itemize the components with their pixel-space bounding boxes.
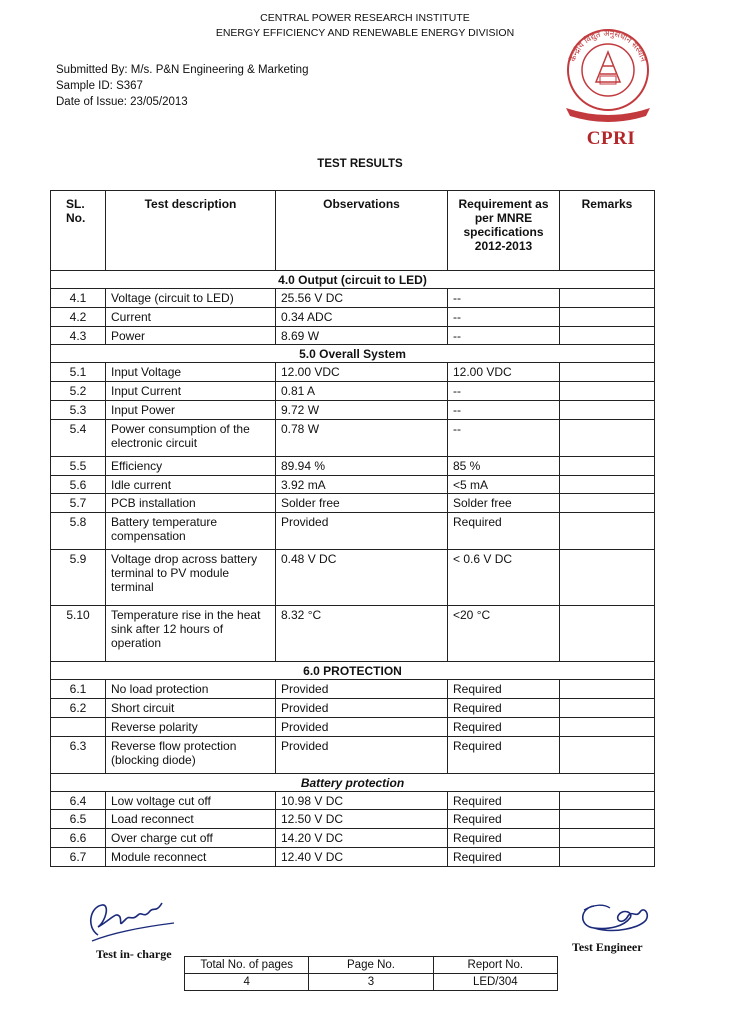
sl-number: 4.2 — [51, 307, 106, 326]
report-no-value: LED/304 — [433, 974, 557, 991]
remarks-value — [560, 791, 655, 810]
remarks-value — [560, 289, 655, 308]
requirement-value: 85 % — [448, 456, 560, 475]
observation-value: 89.94 % — [276, 456, 448, 475]
requirement-value: Required — [448, 513, 560, 550]
test-description: PCB installation — [106, 494, 276, 513]
document-header — [130, 11, 600, 41]
table-row — [51, 382, 655, 401]
table-row — [51, 829, 655, 848]
sl-number: 6.4 — [51, 791, 106, 810]
sl-number: 6.6 — [51, 829, 106, 848]
total-pages-value: 4 — [185, 974, 309, 991]
requirement-value: -- — [448, 289, 560, 308]
observation-value: 12.00 VDC — [276, 363, 448, 382]
requirement-value: -- — [448, 326, 560, 345]
remarks-value — [560, 698, 655, 717]
test-description: Reverse polarity — [106, 717, 276, 736]
sl-number: 5.6 — [51, 475, 106, 494]
observation-value: 8.69 W — [276, 326, 448, 345]
test-description: No load protection — [106, 680, 276, 699]
sl-number: 5.8 — [51, 513, 106, 550]
requirement-value: Required — [448, 829, 560, 848]
test-description: Temperature rise in the heat sink after 12 hours of operation — [106, 606, 276, 662]
table-row — [51, 419, 655, 456]
test-description: Low voltage cut off — [106, 791, 276, 810]
sl-number: 5.5 — [51, 456, 106, 475]
requirement-value: Required — [448, 736, 560, 773]
remarks-value — [560, 736, 655, 773]
test-description: Short circuit — [106, 698, 276, 717]
requirement-value: <5 mA — [448, 475, 560, 494]
requirement-value: -- — [448, 307, 560, 326]
sl-number: 6.2 — [51, 698, 106, 717]
sl-number: 6.1 — [51, 680, 106, 699]
requirement-value: 12.00 VDC — [448, 363, 560, 382]
observation-value: Provided — [276, 680, 448, 699]
observation-value: Solder free — [276, 494, 448, 513]
remarks-value — [560, 717, 655, 736]
observation-value: 12.40 V DC — [276, 847, 448, 866]
section-title: Battery protection — [51, 773, 655, 791]
test-description: Voltage (circuit to LED) — [106, 289, 276, 308]
submission-info — [56, 62, 308, 110]
remarks-value — [560, 513, 655, 550]
page-info-table — [184, 956, 558, 991]
observation-value: Provided — [276, 736, 448, 773]
observation-value: 0.78 W — [276, 419, 448, 456]
test-description: Module reconnect — [106, 847, 276, 866]
requirement-value: Required — [448, 680, 560, 699]
observation-value: 25.56 V DC — [276, 289, 448, 308]
test-in-charge-label: Test in- charge — [96, 947, 172, 961]
remarks-value — [560, 810, 655, 829]
sl-number — [51, 717, 106, 736]
observation-value: Provided — [276, 513, 448, 550]
sample-id: Sample ID: S367 — [56, 80, 143, 92]
requirement-value: Required — [448, 847, 560, 866]
table-row — [51, 717, 655, 736]
table-row — [51, 513, 655, 550]
requirement-value: Required — [448, 791, 560, 810]
sl-number: 4.3 — [51, 326, 106, 345]
division-name: ENERGY EFFICIENCY AND RENEWABLE ENERGY DIVISION — [215, 27, 515, 39]
observation-value: 14.20 V DC — [276, 829, 448, 848]
sl-number: 5.2 — [51, 382, 106, 401]
svg-text:केन्द्रीय विद्युत अनुसंधान संस — [567, 29, 648, 63]
sl-number: 6.7 — [51, 847, 106, 866]
observation-value: 10.98 V DC — [276, 791, 448, 810]
cpri-logo-text: CPRI — [586, 128, 636, 149]
test-description: Power consumption of the electronic circuit — [106, 419, 276, 456]
test-description: Input Power — [106, 400, 276, 419]
report-no-header: Report No. — [433, 957, 557, 974]
remarks-value — [560, 475, 655, 494]
remarks-value — [560, 400, 655, 419]
observation-value: 8.32 °C — [276, 606, 448, 662]
test-description: Over charge cut off — [106, 829, 276, 848]
table-row — [51, 736, 655, 773]
sl-number: 4.1 — [51, 289, 106, 308]
table-row — [51, 606, 655, 662]
observation-value: 0.81 A — [276, 382, 448, 401]
remarks-value — [560, 456, 655, 475]
handwritten-signature-icon — [82, 897, 182, 947]
table-row — [51, 456, 655, 475]
sl-number: 5.9 — [51, 550, 106, 606]
table-row — [51, 326, 655, 345]
section-row — [51, 271, 655, 289]
remarks-value — [560, 494, 655, 513]
header-observations: Observations — [276, 191, 448, 271]
requirement-value: Required — [448, 717, 560, 736]
observation-value: 0.48 V DC — [276, 550, 448, 606]
seal-text: केन्द्रीय विद्युत अनुसंधान संस्थान — [568, 28, 648, 63]
observation-value: 9.72 W — [276, 400, 448, 419]
test-description: Current — [106, 307, 276, 326]
section-title: 4.0 Output (circuit to LED) — [51, 271, 655, 289]
table-row — [51, 475, 655, 494]
test-engineer-label: Test Engineer — [572, 940, 643, 954]
test-description: Battery temperature compensation — [106, 513, 276, 550]
observation-value: 0.34 ADC — [276, 307, 448, 326]
total-pages-header: Total No. of pages — [185, 957, 309, 974]
table-row — [51, 810, 655, 829]
test-results-table — [50, 190, 655, 867]
requirement-value: <20 °C — [448, 606, 560, 662]
observation-value: 12.50 V DC — [276, 810, 448, 829]
header-remarks: Remarks — [560, 191, 655, 271]
page-title: TEST RESULTS — [317, 158, 403, 170]
handwritten-signature-icon — [574, 896, 654, 938]
remarks-value — [560, 680, 655, 699]
page-no-value: 3 — [309, 974, 433, 991]
section-row — [51, 662, 655, 680]
remarks-value — [560, 550, 655, 606]
test-description: Idle current — [106, 475, 276, 494]
date-of-issue: Date of Issue: 23/05/2013 — [56, 96, 188, 108]
table-row — [51, 494, 655, 513]
sl-number: 6.3 — [51, 736, 106, 773]
table-row — [51, 289, 655, 308]
header-test-description: Test description — [106, 191, 276, 271]
table-row — [51, 550, 655, 606]
test-description: Voltage drop across battery terminal to PV module terminal — [106, 550, 276, 606]
requirement-value: -- — [448, 400, 560, 419]
test-description: Input Current — [106, 382, 276, 401]
test-description: Input Voltage — [106, 363, 276, 382]
table-row — [51, 680, 655, 699]
table-row — [51, 307, 655, 326]
page-no-header: Page No. — [309, 957, 433, 974]
sl-number: 5.1 — [51, 363, 106, 382]
observation-value: Provided — [276, 717, 448, 736]
observation-value: 3.92 mA — [276, 475, 448, 494]
section-row — [51, 773, 655, 791]
requirement-value: -- — [448, 419, 560, 456]
sl-number: 5.3 — [51, 400, 106, 419]
section-title: 5.0 Overall System — [51, 345, 655, 363]
requirement-value: < 0.6 V DC — [448, 550, 560, 606]
table-row — [51, 698, 655, 717]
remarks-value — [560, 307, 655, 326]
table-row — [51, 791, 655, 810]
table-row — [51, 847, 655, 866]
header-sl-no: SL. No. — [51, 191, 106, 271]
submitted-by: Submitted By: M/s. P&N Engineering & Marketing — [56, 64, 309, 76]
requirement-value: Required — [448, 810, 560, 829]
observation-value: Provided — [276, 698, 448, 717]
remarks-value — [560, 606, 655, 662]
requirement-value: Solder free — [448, 494, 560, 513]
remarks-value — [560, 847, 655, 866]
header-requirement: Requirement as per MNRE specifications 2012-2013 — [448, 191, 560, 271]
remarks-value — [560, 829, 655, 848]
sl-number: 5.7 — [51, 494, 106, 513]
remarks-value — [560, 363, 655, 382]
section-row — [51, 345, 655, 363]
test-description: Efficiency — [106, 456, 276, 475]
test-description: Power — [106, 326, 276, 345]
remarks-value — [560, 382, 655, 401]
cpri-seal-icon — [560, 24, 656, 128]
remarks-value — [560, 326, 655, 345]
table-row — [51, 400, 655, 419]
sl-number: 6.5 — [51, 810, 106, 829]
test-description: Reverse flow protection (blocking diode) — [106, 736, 276, 773]
institute-name: CENTRAL POWER RESEARCH INSTITUTE — [260, 12, 470, 24]
requirement-value: Required — [448, 698, 560, 717]
requirement-value: -- — [448, 382, 560, 401]
remarks-value — [560, 419, 655, 456]
test-description: Load reconnect — [106, 810, 276, 829]
sl-number: 5.4 — [51, 419, 106, 456]
sl-number: 5.10 — [51, 606, 106, 662]
section-title: 6.0 PROTECTION — [51, 662, 655, 680]
table-row — [51, 363, 655, 382]
